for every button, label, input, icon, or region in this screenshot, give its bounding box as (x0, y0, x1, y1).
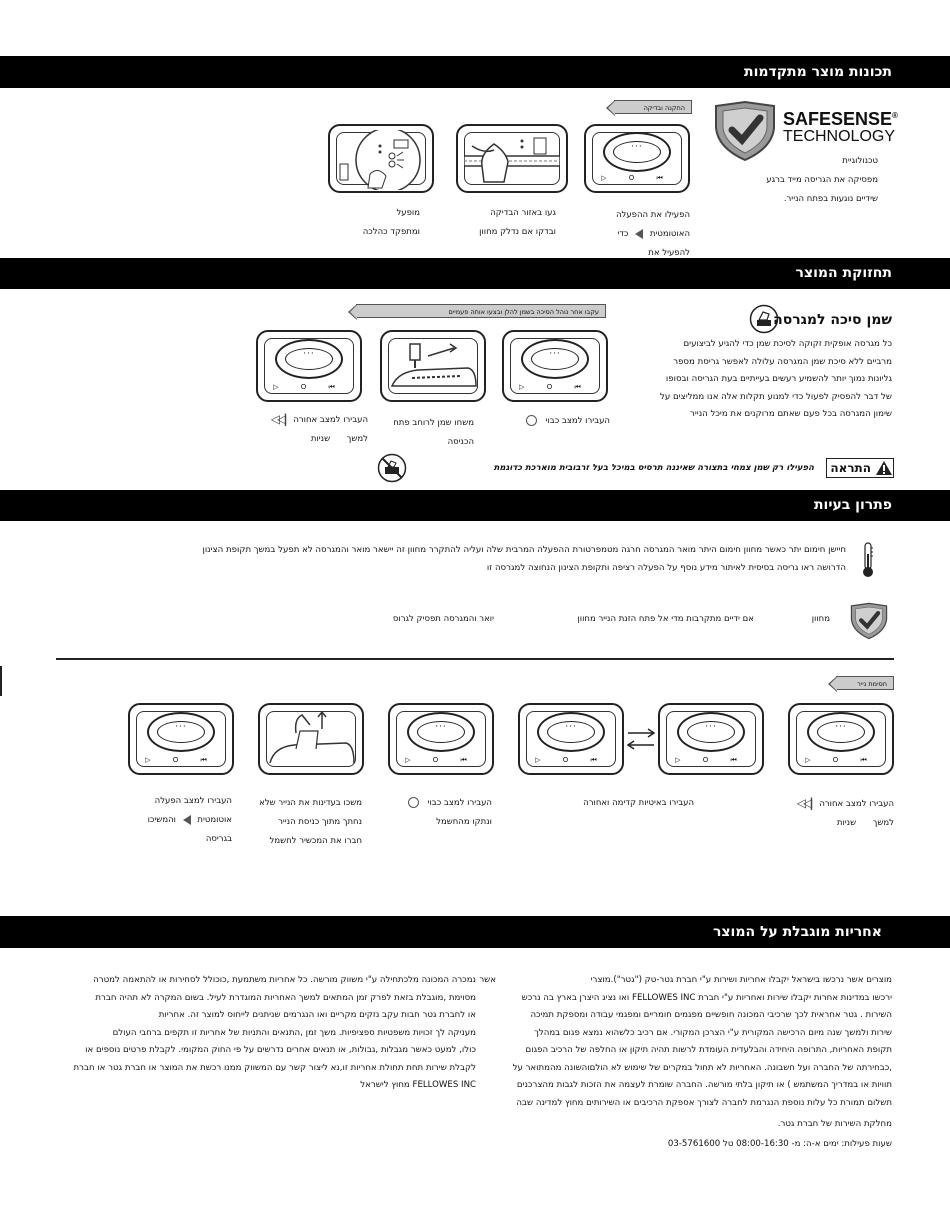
jam-step-1-caption: העבירו למצב אחורה |◁◁ למשך שניות (796, 796, 894, 828)
paper-jam-tab: חסימת נייר (836, 676, 894, 690)
section-header-troubleshooting: פתרון בעיות (0, 490, 950, 521)
jam-step-3-caption: העבירו למצב כבוי ונתקו מהחשמל (408, 794, 492, 832)
oil-step-reverse-image: ··· ▷ O ⏮ (256, 330, 362, 402)
indicator-zoom-image (328, 124, 434, 193)
warning-badge: התראה (826, 458, 894, 478)
section-header-advanced-features: תכונות מוצר מתקדמות (0, 56, 950, 88)
jam-step-off-image: ··· ▷ O ⏮ (388, 703, 494, 775)
safesense-description: טכנולוגיית מפסיקה את הגריסה מייד ברגע שידיים נוגעות בפתח הנייר. (766, 156, 878, 204)
safesense-indicator-icon (849, 602, 889, 640)
warranty-right-column: מוצרים אשר נרכשו בישראל יקבלו אחריות ושירות ע"י חברת גטר-טק ("גטר").מוצרי ירכשו במדינות אחרות יקבלו שירות ואחריות ע"י חברת FELLOWES INC ואו נציג היצרן בארץ בה נרכש השירות . גטר אחראית לכך שרכיבי המכונה חופשיים מפגמים חומריים ומפגמי עבודה ומספקת תמיכה שירות ולמשך שנה מיום הרכישה המקורית ע"י הצרכן המקורי. אם רכיב כלשהוא נמצא פגום במהלך תקופת האחריות, התרופה היחידה והבלעדית העומדת לרשות תהיה תיקון או החלפה של הרכיב הפגום ,כבחירתה של החברה ועל חשבונה. האחריות לא תחול במקרים של שימוש לא הולםוהשונה מהמתואר על תוויות או במדריך המשתמש ) או תיקון בלתי מורשה. החברה שומרת לעצמה את הזכות לגבות מהצרכנים תשלום תמורת כל עלות נוספת הנגרמת לחברה לצורך אספקת הרכיבים או השירותים מחוץ למדינה שבה מחלקת השירות של חברת גטר. שעות פעילות: ימים א-ה: מ- 08:00-16:30 טל 03-5761600 (512, 975, 892, 1149)
oil-description: כל מגרסה אופקית זקוקה לסיכת שמן כדי להגיע לביצועים מרביים ללא סיכת שמן המגרסה עלולה לאפשר גריסת מספר גליונות נמוך יותר להשמיע רעשים בעייתיים בעת הגריסה ובסופו של דבר להפסיק לפעול כדי למנוע תקלות אלה אנו ממליצים על שימון המגרסה בכל פעם שאתם מרוקנים את מיכל הנייר (659, 339, 892, 419)
safesense-end-text: יואר והמגרסה תפסיק לגרוס (392, 614, 494, 624)
oil-step-1-caption: העבירו למצב כבוי (526, 412, 610, 431)
divider-line (56, 658, 894, 660)
touch-test-image (456, 124, 568, 193)
oil-step-2-caption: משחו שמן לרוחב פתח הכניסה (393, 418, 474, 447)
jam-step-forward-image: ··· ▷ O ⏮ (658, 703, 764, 775)
jam-step-5-caption: העבירו למצב הפעלה אוטומטית והמשיכו בגריסה (147, 796, 232, 844)
jam-step-4-caption: משכו בעדינות את הנייר שלא נחתך מתוך כניסת הנייר חברו את המכשיר לחשמל (259, 798, 362, 846)
section-header-warranty: אחריות מוגבלת על המוצר (0, 916, 950, 948)
install-step-3-caption: מופעל ומתפקד כהלכה (362, 208, 420, 237)
oil-procedure-tab: עקבו אחר נוהל הסיכה בשמן להלן ובצעו אותה פעמיים (356, 304, 606, 318)
install-step-1-caption: הפעילו את ההפעלה האוטומטית כדי להפעיל את (615, 210, 690, 258)
jam-step-reverse-image: ··· ▷ O ⏮ (788, 703, 894, 775)
motor-overheat-text: חיישן חימום יתר כאשר מחוון חימום היתר מואר המגרסה חרגה מטמפרטורת ההפעלה המרבית שלה ועליה להתקרר מחוון זה יישאר מואר והמגרסה לא תפעל במשך תקופת הצינון הדרושה ראו גריסה בסיסית לאיתור מידע נוסף על הפעלה רציפה ותקופת הצינון הנחוצה למגרסה זו (202, 545, 846, 573)
warranty-left-column: נמכרה המכונה מלכתחילה ע"י משווק מורשה. כל אחריות משתמעת ,כוכולל לסחירות או להתאמה למטרה מסוימת ,מוגבלת בזאת לפרק זמן המתאים למשך האחריות המוגדרת לעיל. בשום המקרה לא תהיה חברת או לחברת גטר חבות עקב נזקים מקריים ואו הנגרמים שניתנים לייחוס למוצר זה. אחריות מעניקה לך זכויות משפטיות ספציפיות. משך זמן ,התנאים והתניות של אחריות זו תקפים ברחבי העולם כולו, למעט כאשר מגבלות ,גבולות, או תנאים אחרים נדרשים על פי החוק המקומי. לקבלת פרטים נוספים או לקבלת שירות תחת תחולת אחריות זו,נא ליצור קשר עם המשווק ממנו רכשת את המוצר או חברת גטר או חברת FELLOWES INC מחוץ לישראל (73, 975, 476, 1090)
jam-step-pull-paper-image (258, 703, 364, 775)
off-circle-icon (526, 415, 537, 426)
reverse-icon: |◁◁ (270, 412, 285, 426)
off-circle-icon-2 (408, 797, 419, 808)
forward-backward-arrows-icon (626, 728, 656, 750)
shredder-control-panel-image: ··· ▷ O ⏮ (584, 124, 690, 193)
no-aerosol-icon (377, 453, 407, 483)
oil-step-apply-image (380, 330, 486, 402)
left-edge-mark (0, 666, 2, 696)
auto-play-icon (635, 229, 643, 239)
auto-play-icon-2 (183, 815, 191, 825)
thermometer-icon (862, 542, 874, 578)
oil-title: שמן סיכה למגרסה (773, 312, 892, 328)
safesense-label: מחוון (811, 614, 830, 624)
jam-step-forward-image-2: ··· ▷ O ⏮ (518, 703, 624, 775)
section-header-maintenance: תחזוקת המוצר (0, 258, 950, 289)
warranty-asher: אשר (479, 975, 496, 985)
jam-step-2-caption: העבירו באיטיות קדימה ואחורה (583, 798, 694, 808)
safesense-mid-text: אם ידיים מתקרבות מדי אל פתח הזנת הנייר מחוון (577, 614, 754, 624)
reverse-icon-2: |◁◁ (796, 796, 811, 810)
install-step-2-caption: געו באזור הבדיקה ובדקו אם נדלק מחוון (479, 208, 556, 237)
jam-step-auto-image: ··· ▷ O ⏮ (128, 703, 234, 775)
safesense-logo-text: SAFESENSE® TECHNOLOGY (783, 109, 898, 145)
warning-triangle-icon (875, 460, 893, 476)
warning-text: הפעילו רק שמן צמחי בתצורה שאיננה תרסיס במיכל בעל זרבובית מוארכת כדוגמת (493, 463, 814, 473)
install-tab: התקנה ובדיקה (614, 100, 692, 114)
oil-step-3-caption: העבירו למצב אחורה |◁◁ למשך שניות (270, 412, 368, 444)
oil-step-off-image: ··· ▷ O ⏮ (502, 330, 608, 402)
